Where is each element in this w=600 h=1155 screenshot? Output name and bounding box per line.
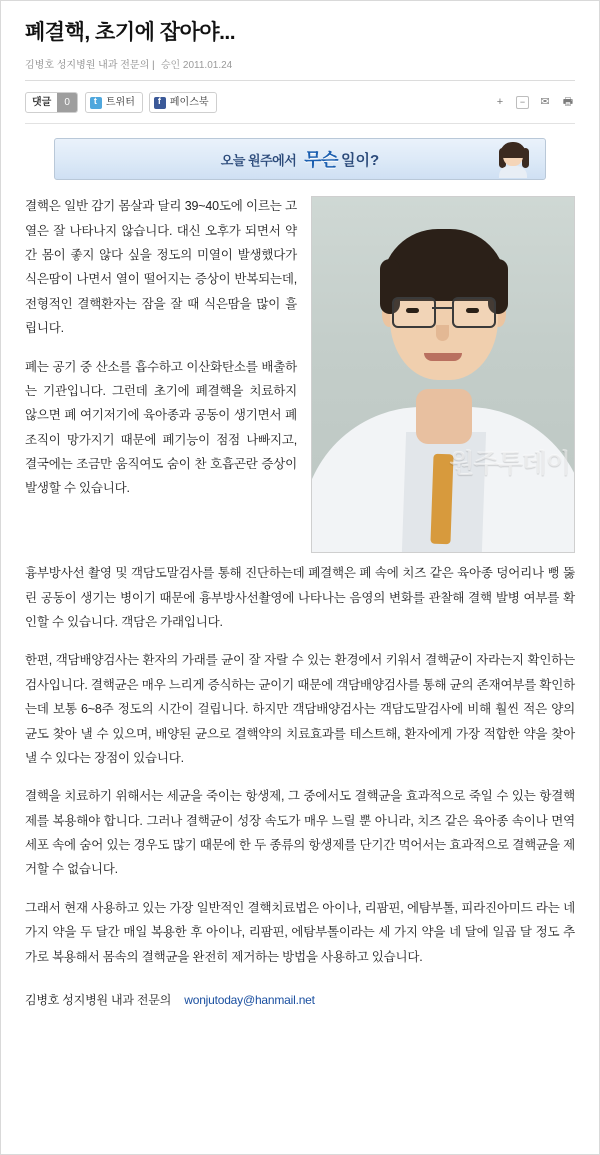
article-toolbar <box>25 81 575 124</box>
twitter-icon <box>90 97 102 109</box>
comment-button-label: 댓글 <box>32 97 52 109</box>
byline-author: 김병호 성지병원 내과 전문의 <box>25 60 150 72</box>
facebook-share-label: 페이스북 <box>169 97 209 109</box>
article-paragraph: 한편, 객담배양검사는 환자의 가래를 균이 잘 자랄 수 있는 환경에서 키워서 결핵균이 자라는지 확인하는 검사입니다. 결핵균은 매우 느리게 증식하는 균이기 때문에 객담배양검사를 통해 균의 존재여부를 확인하는데 보통 6~8주 정도의 시간이 걸립니다. 하지만 객담배양검사는 객담도말검사에 비해 훨씬 적은 양의 균도 찾아 낼 수 있으며, 배양된 균으로 결핵약의 치료효과를 테스트해, 환자에게 가장 적합한 약을 찾아 낼 수 있다는 장점이 있습니다. <box>25 653 575 765</box>
print-icon[interactable]: 🖶 <box>562 96 574 109</box>
page-title: 폐결핵, 초기에 잡아야... <box>25 21 236 44</box>
comment-button[interactable] <box>25 92 78 113</box>
comment-count-badge: 0 <box>57 93 77 112</box>
byline-approval-date: 승인 2011.01.24 <box>160 60 233 72</box>
mail-icon[interactable]: ✉ <box>540 96 550 109</box>
signature-name: 김병호 성지병원 내과 전문의 <box>25 992 172 1007</box>
banner-person-icon <box>497 142 531 178</box>
twitter-share-label: 트위터 <box>105 97 135 109</box>
photo-watermark: 원주투데이 <box>449 448 570 479</box>
banner-text-primary: 오늘 원주에서 <box>220 152 297 168</box>
article-paragraph: 결핵은 일반 감기 몸살과 달리 39~40도에 이르는 고열은 잘 나타나지 않습니다. 대신 오후가 되면서 약간 몸이 좋지 않다 싶을 정도의 미열이 발생했다가 식은땀이 나면서 열이 떨어지는 증상이 반복되는데, 전형적인 결핵환자는 잠을 잘 때 식은땀을 많이 흘립니다. <box>25 199 297 336</box>
banner-text-highlight: 무슨 <box>304 150 339 171</box>
advertisement-banner[interactable] <box>54 138 546 180</box>
byline-separator: | <box>152 60 155 72</box>
twitter-share-button[interactable] <box>85 92 143 113</box>
toolbar-actions <box>493 96 575 110</box>
article-header <box>1 1 599 81</box>
facebook-share-button[interactable] <box>149 92 217 113</box>
byline <box>25 56 575 81</box>
article-photo <box>311 196 575 553</box>
advertisement-banner-wrapper <box>1 124 599 180</box>
font-decrease-icon[interactable]: − <box>516 96 529 109</box>
article-body <box>1 180 599 969</box>
article-paragraph: 흉부방사선 촬영 및 객담도말검사를 통해 진단하는데 폐결핵은 폐 속에 치즈 같은 육아종 덩어리나 뻥 뚫린 공동이 생기는 병이기 때문에 흉부방사선촬영에 나타나는 음영의 변화를 관찰해 결핵 발병 여부를 확인할 수 있습니다. 객담은 가래입니다. <box>25 566 575 630</box>
article-paragraph: 결핵을 치료하기 위해서는 세균을 죽이는 항생제, 그 중에서도 결핵균을 효과적으로 죽일 수 있는 항결핵제를 복용해야 합니다. 그러나 결핵균이 성장 속도가 매우 느릴 뿐 아니라, 치즈 같은 육아종 속이나 면역세포 속에 숨어 있는 경우도 많기 때문에 한 두 종류의 항생제를 단기간 먹어서는 효과적으로 결핵균을 제거할 수 없습니다. <box>25 789 575 877</box>
signature-email[interactable]: wonjutoday@hanmail.net <box>184 992 315 1007</box>
article-paragraph: 그래서 현재 사용하고 있는 가장 일반적인 결핵치료법은 아이나, 리팜핀, 에탐부톨, 피라진아미드 라는 네 가지 약을 두 달간 매일 복용한 후 아이나, 리팜핀, 에탐부톨이라는 세 가지 약을 네 달에 일곱 달 정도 추가로 복용해서 몸속의 결핵균을 완전히 제거하는 방법을 사용하고 있습니다. <box>25 900 575 964</box>
article-paragraph: 폐는 공기 중 산소를 흡수하고 이산화탄소를 배출하는 기관입니다. 그런데 초기에 폐결핵을 치료하지 않으면 폐 여기저기에 육아종과 공동이 생기면서 폐조직이 망가지기 때문에 폐기능이 점점 나빠지고, 결국에는 조금만 움직여도 숨이 찬 호흡곤란 증상이 발생할 수 있습니다. <box>25 359 297 496</box>
article-signature <box>1 983 599 1008</box>
banner-text-suffix: 일이? <box>341 151 380 169</box>
facebook-icon <box>154 97 166 109</box>
font-increase-icon[interactable]: + <box>496 96 504 109</box>
